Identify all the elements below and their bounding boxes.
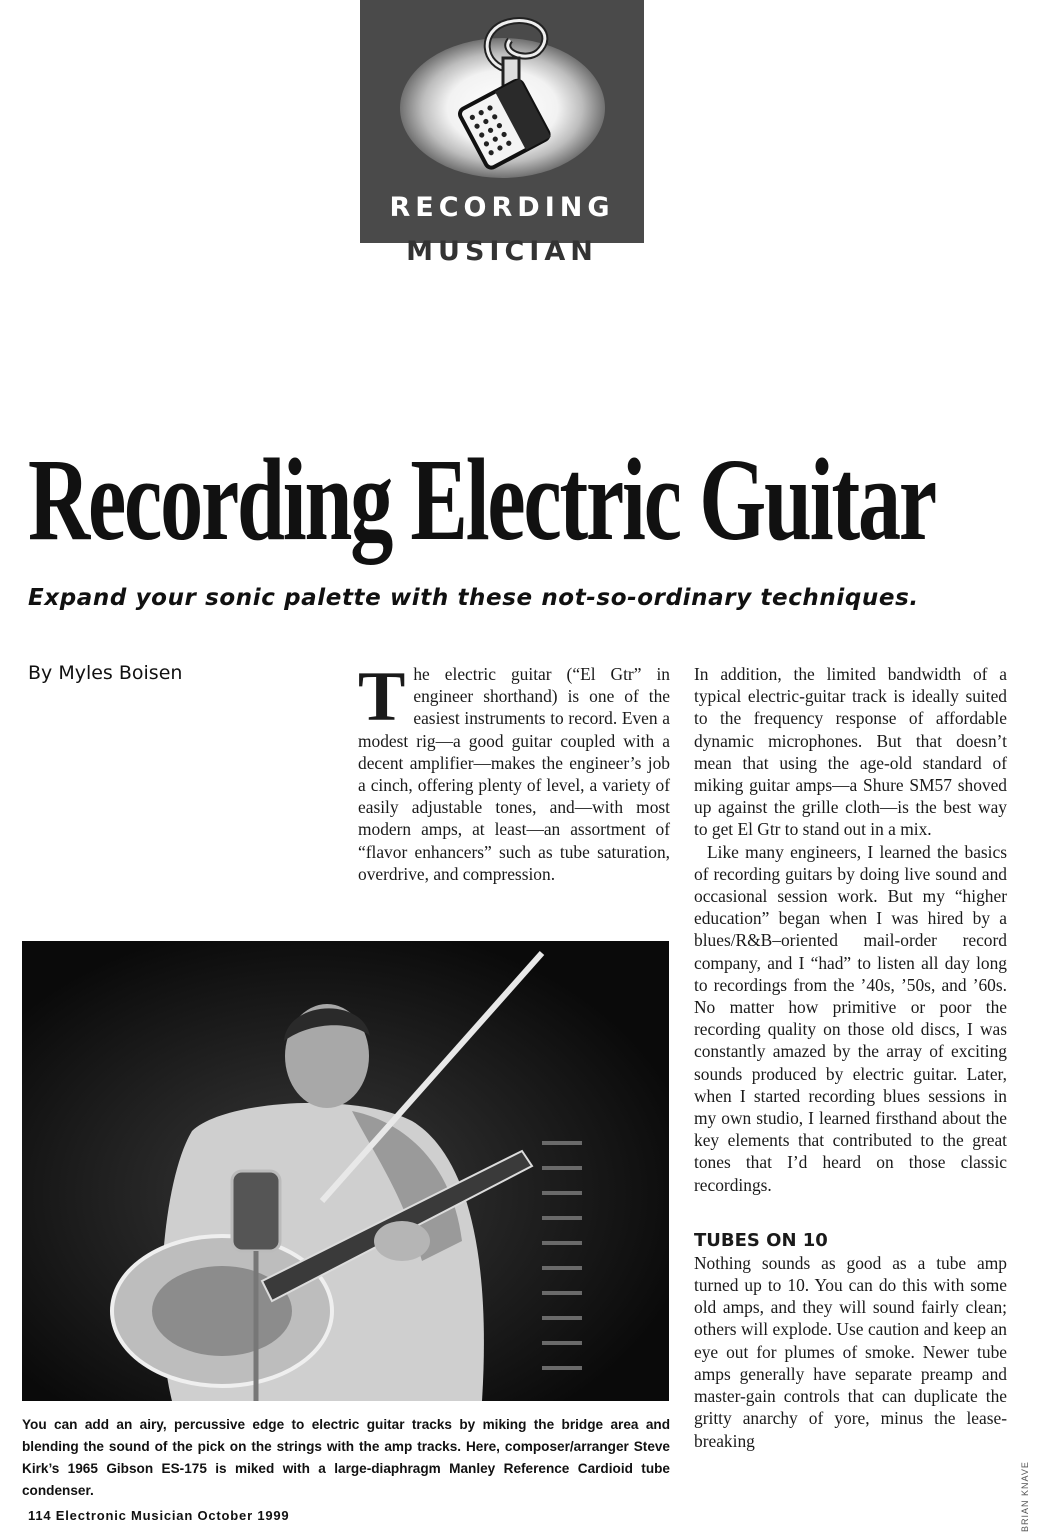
photo-caption: You can add an airy, percussive edge to electric guitar tracks by miking the bridge area and blending the sound of the pick on the strings with the amp tracks. Here, composer/arranger Steve Kirk’s 1965 Gibson ES-175 is miked with a large-diaphragm Manley Reference Cardioid tube condenser. xyxy=(22,1417,670,1498)
section-heading: TUBES ON 10 xyxy=(694,1229,828,1251)
article-title: Recording Electric Guitar xyxy=(28,434,935,565)
body-column-middle xyxy=(358,658,670,885)
logo-text-musician: MUSICIAN xyxy=(406,238,598,264)
body-paragraph: Nothing sounds as good as a tube amp turned up to 10. You can do this with some old amps, and they will sound fairly clean; others will explode. Use caution and keep an eye out for plumes of smoke. Newer tube amps generally have separate preamp and master-gain controls that can duplicate the gritty anarchy of yore, minus the lease-breaking xyxy=(694,1252,1007,1451)
guitarist-illustration xyxy=(22,941,669,1401)
body-paragraph: In addition, the limited bandwidth of a typical electric-guitar track is ideally suited to the frequency response of affordable dynamic microphones. But that doesn’t mean that using the age-old standard of miking guitar amps—a Shure SM57 shoved up against the grille cloth—is the best way to get El Gtr to stand out in a mix. xyxy=(694,664,1007,840)
body-paragraph: Like many engineers, I learned the basics of recording guitars by doing live sound and occasional session work. But my “higher education” began when I was hired by a blues/R&B–oriented mail-order record company, and I “had” to listen all day long to recordings from the ’40s, ’50s, and ’60s. No matter how primitive or poor the recording quality on those old discs, I was constantly amazed by the array of exciting sounds produced by electric guitar. Later, when I started recording blues sessions in my own studio, I learned firsthand about the key elements that contributed to the great tones that I’d heard on those classic recordings. xyxy=(694,841,1007,1195)
intro-paragraph xyxy=(358,658,670,885)
article-subtitle: Expand your sonic palette with these not-so-ordinary techniques. xyxy=(28,585,919,611)
page-footer: 114 Electronic Musician October 1999 xyxy=(28,1508,290,1523)
drop-cap: T xyxy=(358,658,406,736)
photo-credit: BRIAN KNAVE xyxy=(1020,1461,1030,1532)
microphone-icon xyxy=(360,0,644,200)
body-column-right xyxy=(694,663,1007,1452)
logo-text-recording: RECORDING xyxy=(389,192,615,223)
byline: By Myles Boisen xyxy=(28,662,183,684)
intro-text: he electric guitar (“El Gtr” in engineer shorthand) is one of the easiest instruments to record. Even a modest rig—a good guitar coupled with a decent amplifier—makes the engineer’s job a cinch, offering plenty of level, a variety of easily adjustable tones, and—with most modern amps, at least—an assortment of “flavor enhancers” such as tube saturation, overdrive, and compression. xyxy=(358,664,670,884)
column-logo xyxy=(360,0,644,243)
guitarist-photo xyxy=(22,941,669,1401)
